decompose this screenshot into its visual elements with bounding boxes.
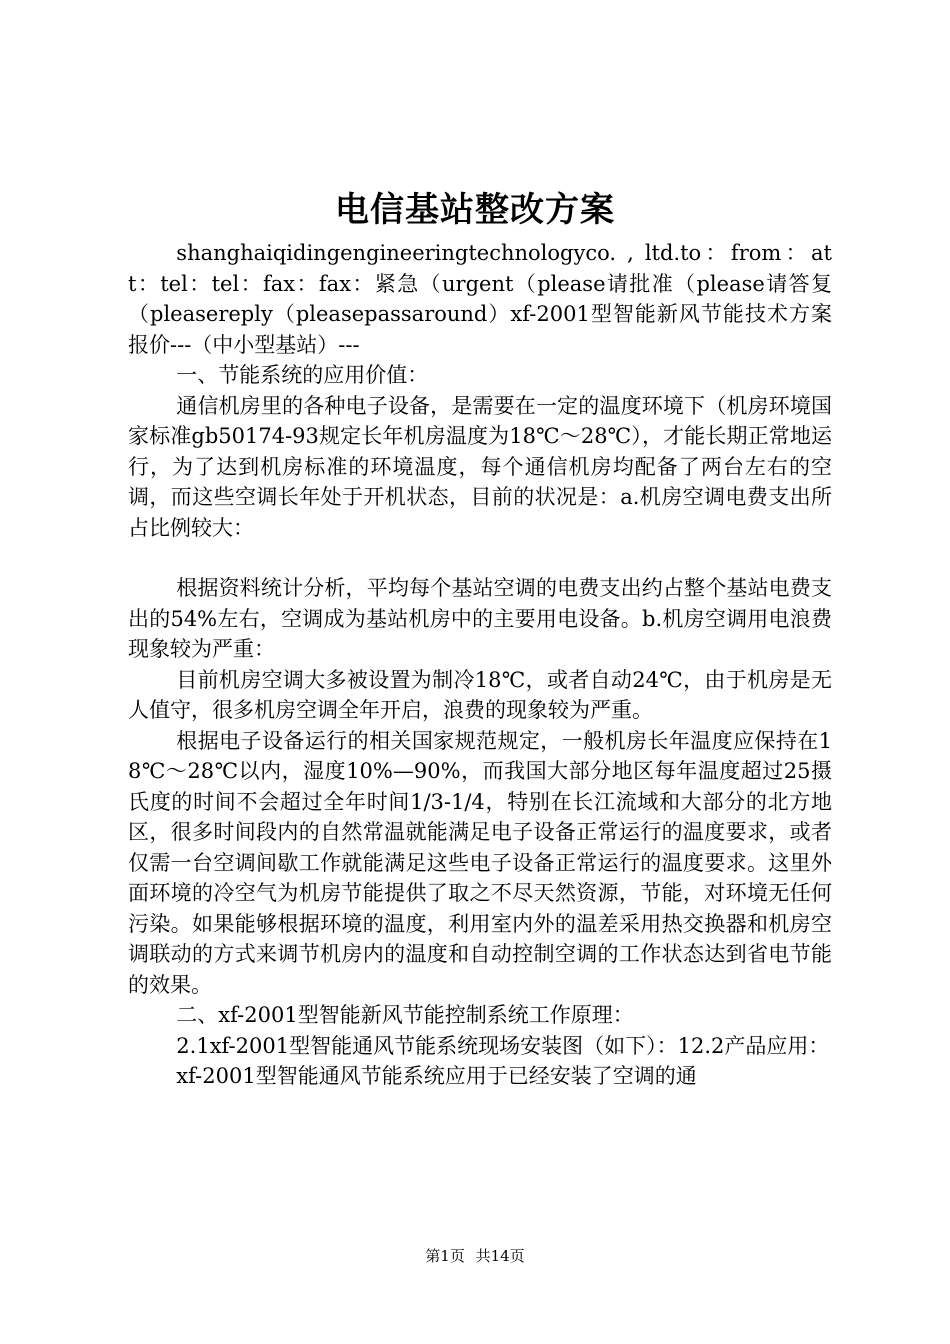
paragraph-standards: 根据电子设备运行的相关国家规范规定，一般机房长年温度应保持在18℃～28℃以内，湿度10%—90%，而我国大部分地区每年温度超过25摄氏度的时间不会超过全年时间1/3-1/4，特别在长江流域和大部分的北方地区，很多时间段内的自然常温就能满足电子设备正常运行的温度要求，或者仅需一台空调间歇工作就能满足这些电子设备正常运行的温度要求。这里外面环境的冷空气为机房节能提供了取之不尽天然资源，节能，对环境无任何污染。如果能够根据环境的温度，利用室内外的温差采用热交换器和机房空调联动的方式来调节机房内的温度和自动控制空调的工作状态达到省电节能的效果。 bbox=[128, 728, 832, 997]
paragraph-current-settings: 目前机房空调大多被设置为制冷18℃，或者自动24℃，由于机房是无人值守，很多机房空调全年开启，浪费的现象较为严重。 bbox=[128, 667, 832, 722]
document-title: 电信基站整改方案 bbox=[335, 190, 615, 230]
paragraph-section-1-heading: 一、节能系统的应用价值： bbox=[176, 363, 429, 387]
page-number: 第1页 bbox=[425, 1247, 465, 1265]
document-body bbox=[128, 238, 832, 1092]
paragraph-section-2-heading: 二、xf-2001型智能新风节能控制系统工作原理： bbox=[176, 1003, 634, 1027]
paragraph-installation: 2.1xf-2001型智能通风节能系统现场安装图（如下）：12.2产品应用： bbox=[176, 1033, 830, 1058]
page-footer bbox=[0, 1245, 950, 1266]
paragraph-application: xf-2001型智能通风节能系统应用于已经安装了空调的通 bbox=[176, 1064, 697, 1088]
paragraph-header-info: shanghaiqidingengineeringtechnologyco. , ltd.to：from：att：tel：tel：fax：fax：紧急（urgent（please请批准（please请答复（pleasereply（pleasepassaround）xf-2001型智能新风节能技术方案报价---（中小型基站）--- bbox=[128, 241, 832, 357]
page-total: 共14页 bbox=[475, 1247, 525, 1265]
paragraph-statistics: 根据资料统计分析，平均每个基站空调的电费支出约占整个基站电费支出的54%左右，空调成为基站机房中的主要用电设备。b.机房空调用电浪费现象较为严重： bbox=[128, 576, 832, 661]
paragraph-background: 通信机房里的各种电子设备，是需要在一定的温度环境下（机房环境国家标准gb50174-93规定长年机房温度为18℃～28℃），才能长期正常地运行，为了达到机房标准的环境温度，每个通信机房均配备了两台左右的空调，而这些空调长年处于开机状态，目前的状况是：a.机房空调电费支出所占比例较大： bbox=[128, 393, 832, 540]
